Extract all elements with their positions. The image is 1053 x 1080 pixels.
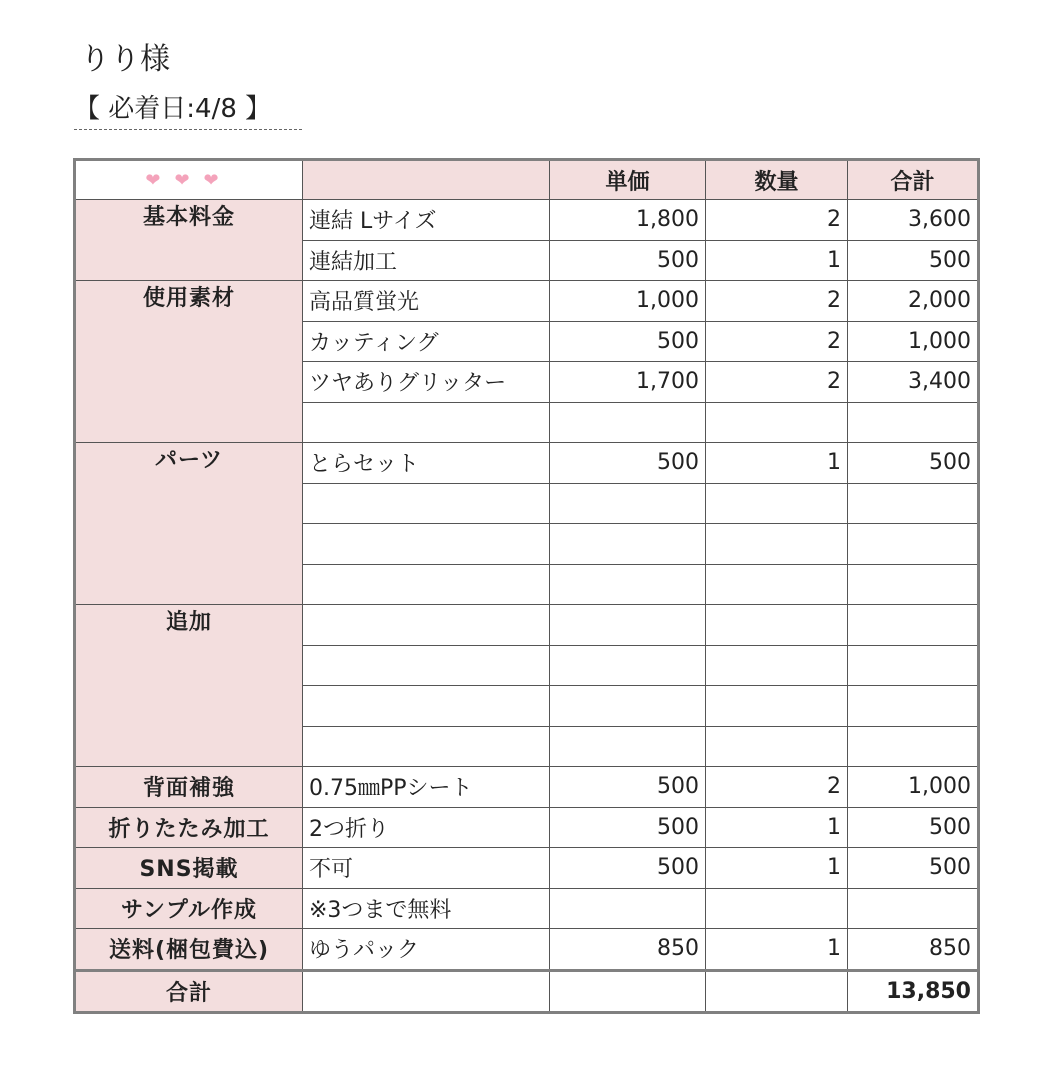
item-cell: 連結 Lサイズ — [303, 200, 550, 241]
price-cell: 500 — [550, 807, 706, 848]
item-cell — [303, 483, 550, 524]
price-cell — [550, 524, 706, 565]
qty-cell: 2 — [706, 200, 848, 241]
item-cell — [303, 605, 550, 646]
price-cell — [550, 970, 706, 1013]
price-cell — [550, 483, 706, 524]
qty-cell — [706, 726, 848, 767]
total-cell — [848, 564, 979, 605]
qty-cell — [706, 605, 848, 646]
price-cell: 1,700 — [550, 362, 706, 403]
total-cell: 3,600 — [848, 200, 979, 241]
item-cell: 不可 — [303, 848, 550, 889]
item-cell: ※3つまで無料 — [303, 888, 550, 929]
category-sample: サンプル作成 — [75, 888, 303, 929]
qty-cell — [706, 645, 848, 686]
total-cell — [848, 726, 979, 767]
item-cell — [303, 726, 550, 767]
price-cell — [550, 645, 706, 686]
item-cell: ゆうパック — [303, 929, 550, 971]
price-cell — [550, 888, 706, 929]
price-cell: 1,000 — [550, 281, 706, 322]
item-cell: 高品質蛍光 — [303, 281, 550, 322]
table-row — [75, 767, 979, 808]
item-cell: 0.75㎜PPシート — [303, 767, 550, 808]
customer-name: りり様 — [80, 42, 170, 77]
price-cell — [550, 686, 706, 727]
item-cell: ツヤありグリッター — [303, 362, 550, 403]
item-cell — [303, 970, 550, 1013]
qty-cell: 2 — [706, 362, 848, 403]
total-cell: 500 — [848, 443, 979, 484]
qty-cell: 2 — [706, 321, 848, 362]
item-cell: 連結加工 — [303, 240, 550, 281]
grand-total-value: 13,850 — [848, 970, 979, 1013]
total-cell — [848, 483, 979, 524]
due-date: 【 必着日:4/8 】 — [74, 88, 302, 130]
price-cell: 500 — [550, 767, 706, 808]
qty-cell — [706, 524, 848, 565]
item-cell — [303, 524, 550, 565]
price-cell — [550, 605, 706, 646]
price-cell: 500 — [550, 443, 706, 484]
qty-cell — [706, 402, 848, 443]
qty-cell — [706, 483, 848, 524]
total-cell: 1,000 — [848, 767, 979, 808]
category-parts: パーツ — [75, 443, 303, 605]
qty-cell: 2 — [706, 281, 848, 322]
table-row — [75, 443, 979, 484]
total-cell — [848, 645, 979, 686]
category-shipping: 送料(梱包費込) — [75, 929, 303, 971]
category-back: 背面補強 — [75, 767, 303, 808]
price-cell: 1,800 — [550, 200, 706, 241]
total-cell: 500 — [848, 807, 979, 848]
price-cell — [550, 564, 706, 605]
category-extra: 追加 — [75, 605, 303, 767]
total-cell: 850 — [848, 929, 979, 971]
qty-cell — [706, 888, 848, 929]
qty-cell: 2 — [706, 767, 848, 808]
price-cell: 500 — [550, 321, 706, 362]
heart-icon: ❤ — [174, 169, 204, 191]
category-materials: 使用素材 — [75, 281, 303, 443]
estimate-table — [73, 158, 980, 1014]
table-row — [75, 848, 979, 889]
table-row — [75, 929, 979, 971]
heart-icon: ❤ — [203, 169, 233, 191]
total-cell: 500 — [848, 848, 979, 889]
category-sns: SNS掲載 — [75, 848, 303, 889]
qty-cell — [706, 686, 848, 727]
item-cell: とらセット — [303, 443, 550, 484]
price-cell: 500 — [550, 240, 706, 281]
item-cell — [303, 402, 550, 443]
item-cell: カッティング — [303, 321, 550, 362]
price-cell: 500 — [550, 848, 706, 889]
qty-cell: 1 — [706, 848, 848, 889]
grand-total-row — [75, 970, 979, 1013]
item-cell — [303, 564, 550, 605]
qty-cell — [706, 564, 848, 605]
quantity-header: 数量 — [706, 160, 848, 200]
total-cell: 1,000 — [848, 321, 979, 362]
item-column-header — [303, 160, 550, 200]
qty-cell: 1 — [706, 929, 848, 971]
heart-icon: ❤ — [145, 169, 175, 191]
table-row — [75, 281, 979, 322]
total-cell: 500 — [848, 240, 979, 281]
price-cell: 850 — [550, 929, 706, 971]
table-row — [75, 200, 979, 241]
table-row — [75, 888, 979, 929]
item-cell: 2つ折り — [303, 807, 550, 848]
category-base: 基本料金 — [75, 200, 303, 281]
item-cell — [303, 686, 550, 727]
price-cell — [550, 402, 706, 443]
price-cell — [550, 726, 706, 767]
total-cell — [848, 888, 979, 929]
qty-cell — [706, 970, 848, 1013]
total-header: 合計 — [848, 160, 979, 200]
table-row — [75, 605, 979, 646]
total-cell: 2,000 — [848, 281, 979, 322]
table-row — [75, 807, 979, 848]
qty-cell: 1 — [706, 443, 848, 484]
header-row — [75, 160, 979, 200]
total-cell: 3,400 — [848, 362, 979, 403]
hearts-decoration — [75, 160, 303, 200]
total-cell — [848, 402, 979, 443]
item-cell — [303, 645, 550, 686]
total-cell — [848, 605, 979, 646]
qty-cell: 1 — [706, 807, 848, 848]
grand-total-label: 合計 — [75, 970, 303, 1013]
qty-cell: 1 — [706, 240, 848, 281]
unit-price-header: 単価 — [550, 160, 706, 200]
total-cell — [848, 524, 979, 565]
total-cell — [848, 686, 979, 727]
category-fold: 折りたたみ加工 — [75, 807, 303, 848]
